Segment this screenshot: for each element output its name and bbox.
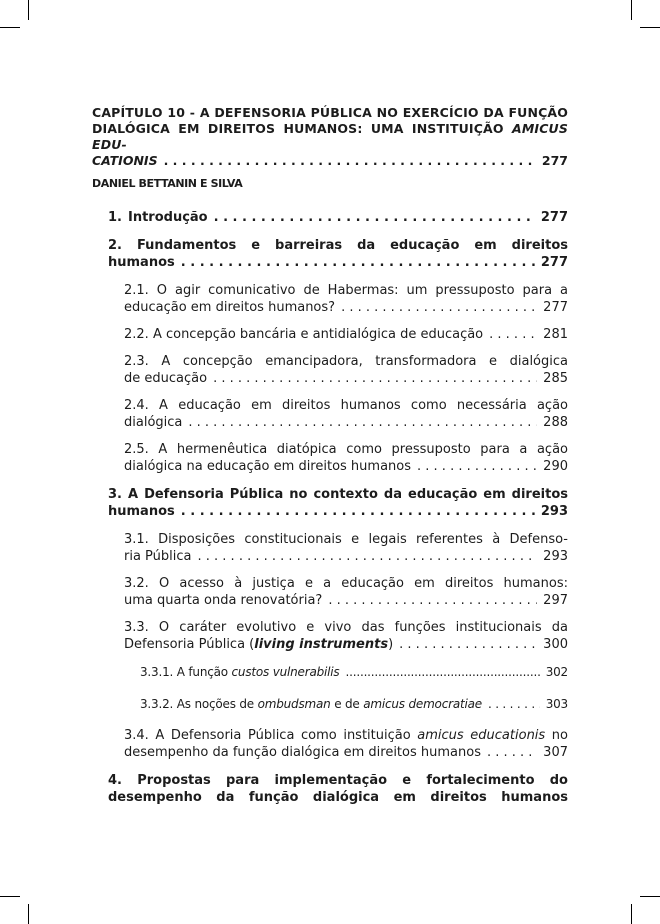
entry-page-number: 303 (545, 697, 568, 711)
toc-entry[interactable] (124, 282, 568, 316)
entry-title: 2.4. A educação em direitos humanos como necessária ação (124, 398, 568, 413)
entry-title (124, 727, 568, 744)
entry-title (140, 696, 482, 713)
entry-title: 2.3. A concepção emancipadora, transformadora e dialógica (124, 354, 568, 369)
entry-title: educação em direitos humanos? (124, 300, 336, 315)
dot-leader (341, 299, 537, 316)
entry-page-number: 297 (543, 593, 568, 608)
entry-title: de educação (124, 371, 208, 386)
crop-mark (0, 27, 20, 28)
dot-leader (214, 209, 535, 226)
dot-leader (489, 326, 537, 343)
entry-title-text: e de (330, 697, 364, 711)
dot-leader (346, 664, 540, 681)
entry-title: 3.1. Disposições constitucionais e legais referentes à Defenso- (124, 532, 568, 547)
toc-entry[interactable] (124, 326, 568, 343)
entry-title: 2.1. O agir comunicativo de Habermas: um pressuposto para a (124, 283, 568, 298)
crop-mark (0, 896, 20, 897)
toc-entry[interactable] (124, 531, 568, 565)
entry-page-number: 293 (543, 549, 568, 564)
entry-title: 3.2. O acesso à justiça e a educação em direitos humanos: (124, 576, 568, 591)
chapter-title-text: DIALÓGICA EM DIREITOS HUMANOS: UMA INSTITUIÇÃO (92, 121, 512, 136)
table-of-contents (92, 105, 568, 806)
chapter-title-italic: CATIONIS (92, 153, 158, 168)
entry-page-number: 285 (543, 371, 568, 386)
entry-title-italic: amicus educationis (417, 728, 546, 743)
entry-title-text: 3.3.2. As noções de (140, 697, 258, 711)
entry-title: dialógica (124, 415, 183, 430)
crop-mark (28, 904, 29, 924)
entry-title: Introdução (127, 210, 208, 225)
dot-leader (181, 503, 535, 520)
toc-entry[interactable] (124, 441, 568, 475)
entry-page-number: 281 (543, 327, 568, 342)
entry-title-text: 3.3.1. A função (140, 665, 232, 679)
dot-leader (164, 153, 536, 169)
entry-title-text: no (545, 728, 568, 743)
crop-mark (631, 0, 632, 20)
entry-page-number: 277 (540, 210, 568, 225)
entry-title (140, 664, 340, 681)
toc-entry[interactable] (140, 664, 568, 681)
entry-page-number: 293 (540, 504, 568, 519)
crop-mark (640, 896, 660, 897)
entry-number: 1. (108, 210, 122, 225)
toc-entry[interactable] (124, 353, 568, 387)
entry-title: 3. A Defensoria Pública no contexto da educação em direitos (108, 487, 568, 502)
entry-title: 2. Fundamentos e barreiras da educação em direitos (108, 238, 568, 253)
toc-entry[interactable] (124, 397, 568, 431)
dot-leader (417, 458, 537, 475)
entry-title-italic: living instruments (254, 637, 389, 652)
dot-leader (488, 696, 540, 713)
chapter-title-line: CAPÍTULO 10 - A DEFENSORIA PÚBLICA NO EXERCÍCIO DA FUNÇÃO (92, 105, 568, 120)
entry-page-number: 302 (545, 665, 568, 679)
entry-title: desempenho da função dialógica em direitos humanos (108, 790, 568, 805)
dot-leader (188, 414, 537, 431)
entry-page-number: 307 (543, 745, 568, 760)
dot-leader (198, 548, 538, 565)
entry-title: 3.3. O caráter evolutivo e vivo das funções institucionais da (124, 620, 568, 635)
entry-title: dialógica na educação em direitos humanos (124, 459, 412, 474)
chapter-author: DANIEL BETTANIN E SILVA (92, 177, 243, 190)
entry-title: humanos (108, 504, 175, 519)
chapter-title-line (92, 121, 568, 153)
chapter-page-number: 277 (541, 153, 568, 168)
entry-title-text: ) (388, 637, 394, 652)
toc-entry[interactable] (108, 237, 568, 271)
entry-title: 2.5. A hermenêutica diatópica como pressuposto para a ação (124, 442, 568, 457)
entry-title-italic: amicus democratiae (363, 697, 482, 711)
entry-title: 2.2. A concepção bancária e antidialógica de educação (124, 327, 484, 342)
toc-entry[interactable] (108, 772, 568, 806)
entry-title: uma quarta onda renovatória? (124, 593, 323, 608)
toc-entry[interactable] (108, 209, 568, 226)
toc-entry[interactable] (108, 486, 568, 520)
entry-page-number: 277 (540, 255, 568, 270)
crop-mark (631, 904, 632, 924)
entry-title-italic: custos vulnerabilis (231, 665, 340, 679)
toc-entry[interactable] (124, 575, 568, 609)
entry-title-text: Defensoria Pública ( (124, 637, 255, 652)
dot-leader (328, 592, 537, 609)
dot-leader (213, 370, 537, 387)
entry-title: humanos (108, 255, 175, 270)
dot-leader (487, 744, 537, 761)
entry-title: ria Pública (124, 549, 192, 564)
dot-leader (181, 254, 535, 271)
entry-title: desempenho da função dialógica em direitos humanos (124, 745, 481, 760)
entry-page-number: 290 (543, 459, 568, 474)
toc-entry[interactable] (140, 696, 568, 713)
chapter-heading (92, 105, 568, 169)
entry-title (124, 636, 393, 653)
entry-page-number: 300 (543, 637, 568, 652)
entry-title: 4. Propostas para implementação e fortalecimento do (108, 773, 568, 788)
entry-page-number: 277 (543, 300, 568, 315)
dot-leader (399, 636, 537, 653)
entry-page-number: 288 (543, 415, 568, 430)
chapter-title-italic: AMICUS EDU- (92, 121, 568, 152)
toc-entry[interactable] (124, 619, 568, 653)
entry-title-italic: ombudsman (257, 697, 331, 711)
toc-entry[interactable] (124, 727, 568, 761)
crop-mark (640, 27, 660, 28)
entry-title-text: 3.4. A Defensoria Pública como instituição (124, 728, 418, 743)
chapter-title-line (92, 153, 568, 169)
crop-mark (28, 0, 29, 20)
